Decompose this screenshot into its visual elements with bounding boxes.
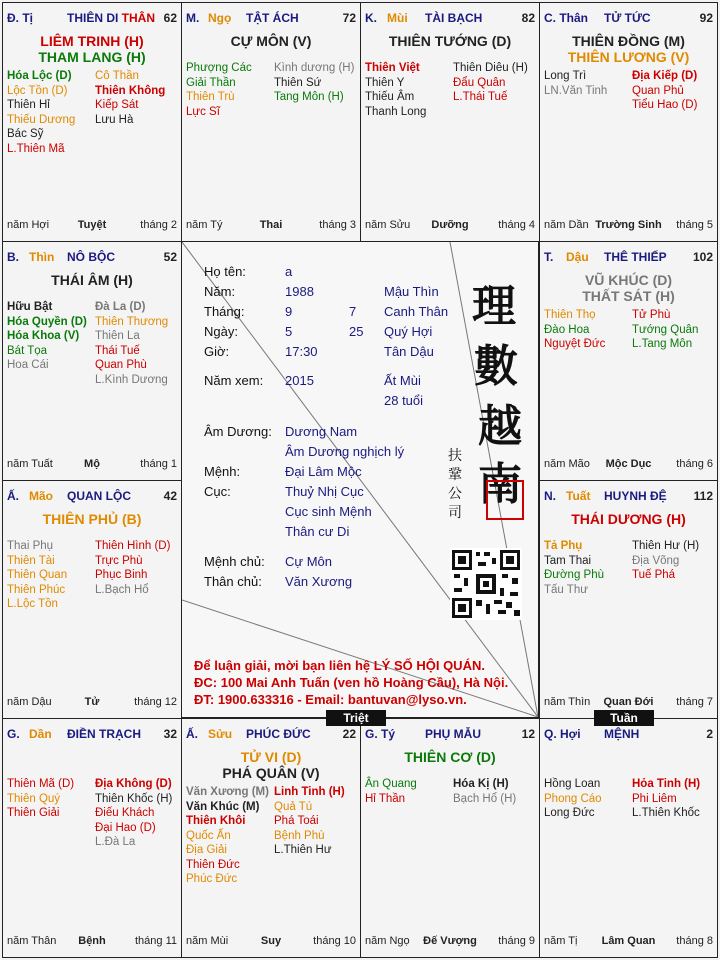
minor-star: Thiên Khôi (186, 815, 246, 827)
name-label: Họ tên: (204, 264, 246, 279)
palace-month: tháng 6 (676, 458, 713, 470)
palace-phase: Lâm Quan (601, 935, 656, 947)
minor-star: Đại Hao (D) (95, 821, 156, 834)
minor-star: Thiên Hình (D) (95, 540, 171, 552)
minor-stars-left (186, 785, 269, 887)
palace-extra: THÂN (121, 11, 155, 25)
minor-star: Thiên Khốc (H) (95, 792, 173, 805)
palace-than_r[interactable] (539, 2, 718, 242)
palace-footer (365, 935, 535, 949)
minor-star: Hồng Loan (544, 778, 601, 790)
main-star: THIÊN TƯỚNG (D) (388, 33, 512, 49)
palace-number: 92 (699, 11, 713, 25)
minor-star: Quả Tú (274, 800, 313, 813)
yinyang-value: Dương Nam (285, 424, 358, 439)
hour-label: Giờ: (204, 344, 230, 359)
small-calli-char: 鞏 (448, 467, 462, 483)
minor-star: Thiên Sứ (274, 76, 322, 89)
minor-star: Lực Sĩ (186, 105, 220, 118)
palace-ty2[interactable] (360, 718, 540, 958)
center-info-panel (181, 241, 539, 718)
menh-value: Đại Lâm Mộc (285, 464, 362, 479)
palace-phase: Tuyệt (77, 219, 107, 231)
palace-number: 12 (521, 727, 535, 741)
palace-year: năm Tuất (7, 458, 53, 470)
minor-star: Bát Tọa (7, 344, 48, 357)
palace-header (7, 11, 177, 27)
minor-star: Lưu Hà (95, 113, 134, 126)
hour-can: Tân Dậu (384, 344, 434, 359)
minor-star: Đẩu Quân (453, 76, 506, 89)
palace-footer (7, 935, 177, 949)
palace-footer (7, 458, 177, 472)
palace-month: tháng 3 (319, 219, 356, 231)
palace-phase: Dưỡng (431, 219, 469, 231)
month-lunar: 7 (349, 304, 357, 319)
minor-star: Hóa Khoa (V) (7, 330, 80, 342)
yinyang-note: Âm Dương nghịch lý (285, 444, 405, 459)
palace-position: G. Tý (365, 727, 396, 741)
palace-name: THÊ THIẾP (604, 250, 667, 264)
palace-dau[interactable] (539, 241, 718, 481)
palace-header (7, 489, 177, 505)
minor-star: Tuế Phá (632, 569, 676, 581)
palace-branch: Ngọ (208, 11, 232, 25)
minor-star: Thiên Hư (H) (632, 540, 700, 552)
palace-number: 62 (163, 11, 177, 25)
minor-star: LN.Văn Tinh (544, 84, 608, 97)
palace-year: năm Mão (544, 458, 590, 470)
minor-stars-left (7, 777, 74, 821)
minor-stars-left (186, 61, 252, 119)
palace-header (365, 727, 535, 743)
minor-star: Phúc Đức (186, 873, 238, 885)
palace-branch: Dậu (566, 250, 589, 264)
palace-position: Đ. Tị (7, 11, 33, 25)
palace-number: 72 (342, 11, 356, 25)
main-star: THÁI DƯƠNG (H) (571, 511, 686, 527)
palace-name: HUYNH ĐỆ (604, 489, 667, 503)
minor-star: Địa Giải (186, 844, 227, 856)
main-star: THÁI ÂM (H) (51, 272, 133, 288)
day-label: Ngày: (204, 324, 238, 339)
small-calli-char: 公 (448, 486, 462, 502)
palace-footer (544, 219, 713, 233)
minor-star: Kiếp Sát (95, 99, 139, 111)
minor-star: Thiên Y (365, 76, 405, 89)
minor-star: Hỏa Tinh (H) (632, 778, 701, 790)
minor-star: Giải Thần (186, 76, 236, 89)
than-chu-label: Thân chủ: (204, 574, 262, 589)
palace-header (186, 727, 356, 743)
minor-star: Tang Môn (H) (274, 91, 344, 103)
small-calli-char: 扶 (448, 448, 462, 464)
minor-star: L.Bạch Hổ (95, 583, 149, 596)
view-year-can: Ất Mùi (384, 373, 421, 388)
day-value: 5 (285, 324, 293, 339)
minor-stars-left (544, 308, 605, 352)
main-star: THẤT SÁT (H) (582, 288, 675, 304)
palace-branch: Thìn (29, 250, 55, 264)
view-year-value: 2015 (285, 373, 314, 388)
palace-year: năm Hợi (7, 219, 50, 231)
palace-footer (544, 696, 713, 710)
palace-header (365, 11, 535, 27)
palace-name: ĐIỀN TRẠCH (67, 727, 141, 741)
palace-name: TÀI BẠCH (425, 11, 483, 25)
year-label: Năm: (204, 284, 236, 299)
red-seal-stamp (486, 480, 524, 520)
minor-star: Tấu Thư (544, 583, 588, 596)
main-star: THIÊN ĐỒNG (M) (572, 33, 685, 49)
month-can: Canh Thân (384, 304, 449, 319)
minor-star: Thiên Việt (365, 62, 420, 74)
contact-line-2: ĐC: 100 Mai Anh Tuấn (ven hồ Hoàng Cầu), Hà Nội. (194, 675, 509, 690)
palace-number: 22 (342, 727, 356, 741)
palace-month: tháng 10 (313, 935, 356, 947)
palace-phase: Trường Sinh (595, 219, 662, 231)
palace-year: năm Thìn (544, 696, 591, 708)
palace-name: NÔ BỘC (67, 250, 115, 264)
minor-star: Hoa Cái (7, 359, 49, 371)
minor-star: Phục Binh (95, 569, 148, 581)
palace-name: TỬ TỨC (604, 11, 651, 25)
month-label: Tháng: (204, 304, 245, 319)
minor-star: Ân Quang (365, 778, 417, 790)
minor-star: Đà La (D) (95, 301, 146, 313)
minor-star: Thiên Tài (7, 554, 55, 567)
palace-year: năm Mùi (186, 935, 229, 947)
palace-name: PHÚC ĐỨC (246, 727, 311, 741)
minor-star: Thiên Đức (186, 858, 240, 871)
minor-star: Thiên La (95, 330, 140, 342)
minor-star: Văn Khúc (M) (186, 800, 260, 813)
palace-branch: Mão (29, 489, 53, 503)
main-star: THIÊN LƯƠNG (V) (567, 49, 690, 65)
tuan-tag: Tuần (594, 710, 654, 726)
minor-stars-left (7, 69, 75, 156)
minor-star: L.Thiên Hư (274, 844, 332, 856)
minor-stars-right (453, 777, 516, 806)
minor-stars-left (544, 69, 607, 98)
palace-branch: Tuất (566, 489, 591, 503)
main-star: VŨ KHÚC (D) (584, 272, 673, 288)
minor-star: Văn Xương (M) (186, 786, 269, 798)
minor-star: Phá Toái (274, 815, 319, 827)
palace-position: M. (186, 11, 200, 25)
than-chu-value: Văn Xương (285, 574, 353, 589)
minor-star: Tử Phù (632, 309, 671, 321)
cuc-note-2: Thân cư Di (285, 524, 350, 539)
minor-star: Thai Phụ (7, 540, 54, 552)
minor-star: Hóa Lộc (D) (7, 70, 72, 82)
minor-star: L.Thiên Khốc (632, 807, 700, 819)
palace-number: 82 (521, 11, 535, 25)
palace-month: tháng 5 (676, 219, 713, 231)
year-value: 1988 (285, 284, 314, 299)
minor-star: Linh Tinh (H) (274, 786, 345, 798)
palace-footer (7, 696, 177, 710)
palace-position: Ấ. (186, 727, 198, 741)
hour-value: 17:30 (285, 344, 318, 359)
day-can: Quý Hợi (384, 324, 433, 339)
palace-header (544, 250, 713, 266)
yinyang-label: Âm Dương: (204, 424, 272, 439)
minor-star: Tam Thai (544, 554, 592, 567)
palace-position: B. (7, 250, 19, 264)
minor-star: Phượng Các (186, 62, 252, 74)
year-can: Mậu Thìn (384, 284, 439, 299)
palace-footer (365, 219, 535, 233)
minor-star: Đường Phù (544, 569, 604, 581)
minor-star: Cô Thần (95, 70, 139, 82)
palace-phase: Thai (259, 219, 283, 231)
minor-star: Tướng Quân (632, 323, 699, 336)
palace-thin[interactable] (2, 241, 182, 481)
minor-star: Thiên Thương (95, 315, 169, 328)
palace-position: Q. Hợi (544, 727, 581, 741)
palace-footer (544, 458, 713, 472)
palace-position: N. (544, 489, 556, 503)
palace-name: PHỤ MẪU (425, 727, 481, 741)
palace-position: K. (365, 11, 377, 25)
palace-position: C. Thân (544, 11, 588, 25)
calligraphy-char-2: 數 (474, 341, 518, 392)
minor-star: Nguyệt Đức (544, 338, 606, 350)
cuc-value: Thuỷ Nhị Cục (285, 484, 364, 499)
palace-month: tháng 11 (134, 935, 177, 947)
palace-ty[interactable] (2, 2, 182, 242)
minor-star: Thiên Mã (D) (7, 778, 75, 790)
main-star: THIÊN CƠ (D) (404, 749, 496, 765)
minor-star: Hóa Kị (H) (453, 778, 509, 790)
minor-star: Tiểu Hao (D) (632, 99, 698, 111)
palace-position: Ấ. (7, 489, 19, 503)
minor-star: L.Lộc Tồn (7, 598, 58, 610)
calligraphy-char-4: 南 (478, 459, 522, 510)
minor-star: Lộc Tồn (D) (7, 84, 68, 97)
palace-footer (544, 935, 713, 949)
menh-chu-label: Mệnh chủ: (204, 554, 265, 569)
minor-star: Thiên Trù (186, 91, 235, 103)
palace-phase: Bệnh (78, 935, 106, 947)
palace-header (544, 11, 713, 27)
palace-month: tháng 8 (676, 935, 713, 947)
minor-star: L.Kình Dương (95, 373, 168, 386)
palace-footer (186, 935, 356, 949)
small-calli-char: 司 (448, 505, 462, 521)
minor-stars-right (632, 69, 697, 113)
palace-number: 42 (163, 489, 177, 503)
palace-month: tháng 1 (140, 458, 177, 470)
minor-star: Bạch Hổ (H) (453, 792, 517, 805)
minor-star: Phong Cáo (544, 792, 602, 805)
minor-stars-right (95, 69, 165, 127)
main-star: CỰ MÔN (V) (230, 33, 312, 49)
minor-stars-right (453, 61, 528, 105)
palace-ngo[interactable] (181, 2, 361, 242)
palace-mao[interactable] (2, 480, 182, 719)
palace-year: năm Tị (544, 935, 578, 947)
cuc-label: Cục: (204, 484, 231, 499)
palace-month: tháng 7 (676, 696, 713, 708)
minor-star: Điếu Khách (95, 807, 155, 819)
palace-branch: Sửu (208, 727, 233, 741)
palace-year: năm Thân (7, 935, 57, 947)
palace-header (544, 727, 713, 743)
palace-phase: Mộc Dục (605, 458, 652, 470)
palace-position: T. (544, 250, 554, 264)
palace-number: 2 (706, 727, 713, 741)
palace-number: 102 (692, 250, 713, 264)
palace-footer (7, 219, 177, 233)
palace-hoi[interactable] (539, 718, 718, 958)
palace-year: năm Dần (544, 219, 589, 231)
main-star: PHÁ QUÂN (V) (222, 765, 320, 781)
contact-line-3: ĐT: 1900.633316 - Email: bantuvan@lyso.vn. (194, 692, 467, 707)
minor-star: Thiên Phúc (7, 583, 66, 596)
minor-star: Long Trì (544, 70, 587, 82)
palace-year: năm Tý (186, 219, 223, 231)
contact-line-1: Để luận giải, mời bạn liên hệ LÝ SỐ HỘI QUÁN. (194, 658, 485, 673)
palace-month: tháng 9 (498, 935, 535, 947)
minor-star: Thiên Giải (7, 807, 60, 819)
palace-header (7, 250, 177, 266)
palace-name: QUAN LỘC (67, 489, 131, 503)
palace-branch: Mùi (387, 11, 408, 25)
palace-year: năm Dậu (7, 696, 52, 708)
palace-phase: Tử (84, 696, 100, 708)
minor-star: Tả Phụ (544, 540, 583, 552)
palace-month: tháng 12 (134, 696, 177, 708)
palace-branch: Dần (29, 727, 52, 741)
minor-star: Địa Kiếp (D) (632, 70, 698, 82)
palace-name: TẬT ÁCH (246, 11, 299, 25)
minor-star: Địa Võng (632, 554, 680, 567)
minor-star: Bác Sỹ (7, 128, 44, 140)
palace-name: THIÊN DI (67, 11, 119, 25)
minor-star: Quan Phù (95, 359, 147, 371)
minor-star: Thiên Thọ (544, 309, 596, 321)
palace-year: năm Sửu (365, 219, 411, 231)
small-calligraphy (448, 447, 464, 523)
minor-star: Thiên Hỉ (7, 99, 50, 111)
palace-header (186, 11, 356, 27)
minor-star: Hóa Quyền (D) (7, 315, 87, 328)
palace-header (544, 489, 713, 505)
minor-star: L.Thiên Mã (7, 142, 65, 155)
palace-number: 52 (163, 250, 177, 264)
minor-stars-left (544, 539, 604, 597)
minor-star: Thiếu Âm (365, 91, 415, 103)
minor-star: Trực Phù (95, 554, 143, 567)
minor-star: Hữu Bật (7, 301, 53, 313)
palace-position: G. (7, 727, 20, 741)
minor-star: L.Đà La (95, 836, 136, 848)
age-value: 28 tuổi (384, 393, 424, 408)
palace-month: tháng 4 (498, 219, 535, 231)
palace-mui[interactable] (360, 2, 540, 242)
minor-stars-right (95, 777, 172, 850)
day-lunar: 25 (349, 324, 364, 339)
main-star: LIÊM TRINH (H) (40, 33, 144, 49)
main-star: TỬ VI (D) (240, 749, 302, 765)
palace-phase: Suy (260, 935, 282, 947)
minor-star: Thiên Quý (7, 792, 61, 805)
minor-star: Phi Liêm (632, 792, 677, 805)
menh-label: Mệnh: (204, 464, 241, 479)
minor-stars-right (95, 300, 168, 387)
minor-star: L.Tang Môn (632, 338, 693, 350)
minor-star: Bệnh Phù (274, 829, 325, 842)
calligraphy-char-1: 理 (472, 281, 516, 332)
minor-star: Thiên Diêu (H) (453, 62, 528, 74)
minor-star: Thiên Không (95, 84, 166, 97)
minor-star: L.Thái Tuế (453, 91, 508, 103)
palace-number: 32 (163, 727, 177, 741)
palace-year: năm Ngọ (365, 935, 410, 947)
calligraphy-char-3: 越 (478, 401, 522, 452)
palace-dan[interactable] (2, 718, 182, 958)
minor-stars-right (632, 777, 700, 821)
minor-stars-left (7, 539, 67, 612)
name-value: a (285, 264, 293, 279)
palace-name: MỆNH (604, 727, 640, 741)
minor-stars-right (274, 61, 354, 105)
minor-star: Thanh Long (365, 105, 427, 118)
palace-phase: Đế Vượng (423, 935, 477, 947)
palace-suu[interactable] (181, 718, 361, 958)
palace-month: tháng 2 (140, 219, 177, 231)
palace-phase: Quan Đới (603, 696, 654, 708)
minor-star: Kình dương (H) (274, 62, 355, 74)
minor-star: Quốc Ấn (186, 829, 231, 842)
minor-stars-left (544, 777, 602, 821)
main-star: THIÊN PHỦ (B) (42, 511, 142, 527)
minor-star: Long Đức (544, 807, 595, 819)
minor-star: Hỉ Thần (365, 792, 406, 805)
minor-star: Thiên Quan (7, 569, 68, 581)
main-star: THAM LANG (H) (38, 49, 146, 65)
minor-stars-right (95, 539, 170, 597)
minor-stars-right (632, 308, 698, 352)
qr-code[interactable] (450, 548, 522, 620)
minor-stars-right (274, 785, 345, 858)
palace-number: 112 (693, 489, 713, 503)
triet-tag: Triệt (326, 710, 386, 726)
minor-stars-left (365, 61, 426, 119)
menh-chu-value: Cự Môn (285, 554, 332, 569)
minor-star: Địa Không (D) (95, 778, 172, 790)
palace-tuat[interactable] (539, 480, 718, 719)
palace-header (7, 727, 177, 743)
minor-star: Quan Phủ (632, 84, 684, 97)
palace-phase: Mộ (84, 458, 100, 470)
cuc-note-1: Cục sinh Mệnh (285, 504, 372, 519)
view-year-label: Năm xem: (204, 373, 264, 388)
minor-stars-right (632, 539, 699, 583)
minor-stars-left (365, 777, 417, 806)
minor-stars-left (7, 300, 87, 373)
month-value: 9 (285, 304, 293, 319)
palace-footer (186, 219, 356, 233)
minor-star: Đào Hoa (544, 323, 590, 336)
minor-star: Thiếu Dương (7, 113, 76, 126)
minor-star: Thái Tuế (95, 344, 140, 357)
